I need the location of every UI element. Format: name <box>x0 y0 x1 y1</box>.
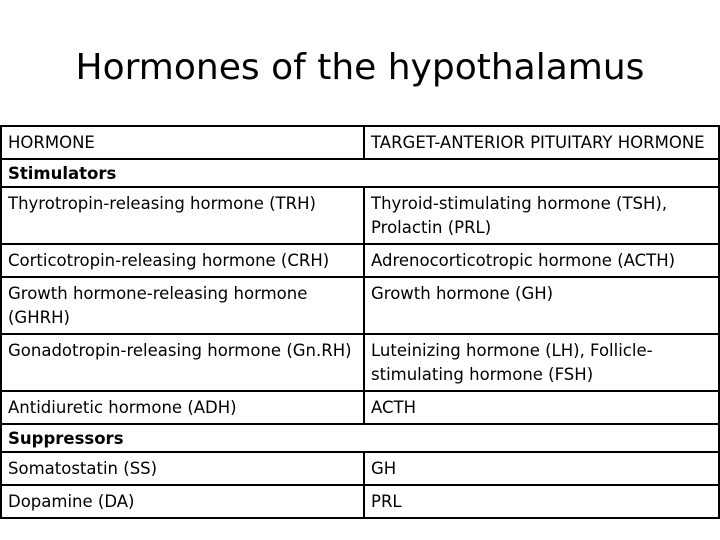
hormone-table <box>0 125 720 519</box>
table-row <box>1 452 719 485</box>
section-row-stimulators <box>1 159 719 187</box>
target-cell: ACTH <box>364 391 719 424</box>
table-header-row <box>1 126 719 159</box>
table-row <box>1 244 719 277</box>
hormone-cell: Somatostatin (SS) <box>1 452 364 485</box>
table-row <box>1 391 719 424</box>
table-row <box>1 334 719 391</box>
table-row <box>1 277 719 334</box>
hormone-cell: Dopamine (DA) <box>1 485 364 518</box>
target-cell: GH <box>364 452 719 485</box>
section-suppressors: Suppressors <box>1 424 719 452</box>
hormone-cell: Thyrotropin-releasing hormone (TRH) <box>1 187 364 244</box>
slide-title: Hormones of the hypothalamus <box>75 47 645 88</box>
header-target: TARGET-ANTERIOR PITUITARY HORMONE <box>364 126 719 159</box>
header-hormone: HORMONE <box>1 126 364 159</box>
hormone-cell: Corticotropin-releasing hormone (CRH) <box>1 244 364 277</box>
hormone-cell: Gonadotropin-releasing hormone (Gn.RH) <box>1 334 364 391</box>
target-cell: Luteinizing hormone (LH), Follicle-stimulating hormone (FSH) <box>364 334 719 391</box>
target-cell: PRL <box>364 485 719 518</box>
target-cell: Thyroid-stimulating hormone (TSH), Prolactin (PRL) <box>364 187 719 244</box>
table-row <box>1 187 719 244</box>
table-row <box>1 485 719 518</box>
hormone-cell: Growth hormone-releasing hormone (GHRH) <box>1 277 364 334</box>
section-stimulators: Stimulators <box>1 159 719 187</box>
section-row-suppressors <box>1 424 719 452</box>
target-cell: Growth hormone (GH) <box>364 277 719 334</box>
hormone-cell: Antidiuretic hormone (ADH) <box>1 391 364 424</box>
target-cell: Adrenocorticotropic hormone (ACTH) <box>364 244 719 277</box>
